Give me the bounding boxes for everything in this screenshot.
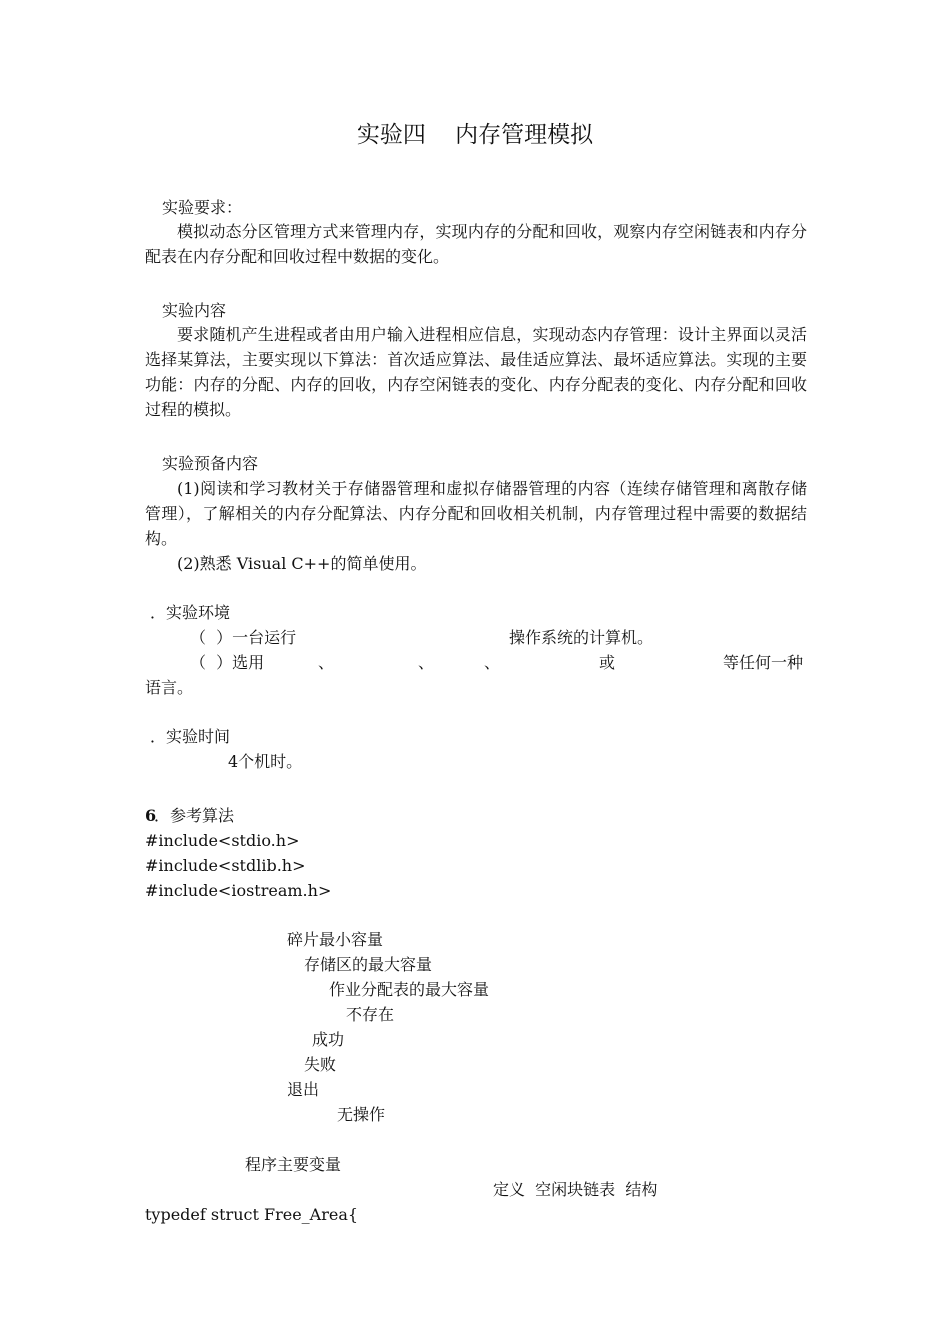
requirements-text: 模拟动态分区管理方式来管理内存，实现内存的分配和回收，观察内存空闲链表和内存分配表在内存分配和回收过程中数据的变化。 xyxy=(145,222,807,266)
page-title: 实验四 内存管理模拟 xyxy=(356,122,594,148)
code-comment: 成功 xyxy=(312,1030,345,1049)
environment-line2-continued: 语言。 xyxy=(145,678,194,697)
preparation-item-1: (1)阅读和学习教材关于存储器管理和虚拟存储器管理的内容（连续存储管理和离散存储管理），了解相关的内存分配算法、内存分配和回收相关机制，内存管理过程中需要的数据结构。 xyxy=(145,479,807,548)
time-value: 4个机时。 xyxy=(228,752,303,771)
code-comment: 无操作 xyxy=(337,1105,386,1124)
reference-number: 6 xyxy=(145,806,157,825)
environment-line2-start: （ ）选用 xyxy=(190,653,265,672)
preparation-item-2: (2)熟悉 Visual C++的简单使用。 xyxy=(177,554,427,573)
code-comment: 碎片最小容量 xyxy=(287,930,384,949)
code-comment: 不存在 xyxy=(346,1005,395,1024)
environment-separator-2: 、 xyxy=(418,653,435,672)
environment-line1-end: 操作系统的计算机。 xyxy=(509,628,654,647)
environment-separator-3: 、 xyxy=(484,653,501,672)
content-heading: 实验内容 xyxy=(162,301,227,320)
environment-heading: ．实验环境 xyxy=(150,603,231,622)
environment-line2-end: 等任何一种 xyxy=(723,653,804,672)
time-heading: ．实验时间 xyxy=(150,727,231,746)
requirements-heading: 实验要求： xyxy=(162,198,243,217)
typedef-line: typedef struct Free_Area{ xyxy=(145,1205,359,1224)
code-comment: 失败 xyxy=(304,1055,337,1074)
include-line: #include<iostream.h> xyxy=(145,881,332,900)
preparation-heading: 实验预备内容 xyxy=(162,454,259,473)
code-comment: 作业分配表的最大容量 xyxy=(329,980,490,999)
include-line: #include<stdio.h> xyxy=(145,831,300,850)
environment-separator-1: 、 xyxy=(318,653,335,672)
content-text: 要求随机产生进程或者由用户输入进程相应信息，实现动态内存管理：设计主界面以灵活选择某算法，主要实现以下算法：首次适应算法、最佳适应算法、最坏适应算法。实现的主要功能：内存的分配、内存的回收，内存空闲链表的变化、内存分配表的变化、内存分配和回收过程的模拟。 xyxy=(145,325,807,419)
include-line: #include<stdlib.h> xyxy=(145,856,306,875)
main-variables-comment: 程序主要变量 xyxy=(245,1155,342,1174)
environment-or: 或 xyxy=(599,653,616,672)
code-comment: 存储区的最大容量 xyxy=(304,955,433,974)
reference-heading: ．参考算法 xyxy=(154,806,235,825)
environment-line1-start: （ ）一台运行 xyxy=(190,628,297,647)
free-list-comment: 定义 空闲块链表 结构 xyxy=(493,1180,658,1199)
code-comment: 退出 xyxy=(287,1080,320,1099)
